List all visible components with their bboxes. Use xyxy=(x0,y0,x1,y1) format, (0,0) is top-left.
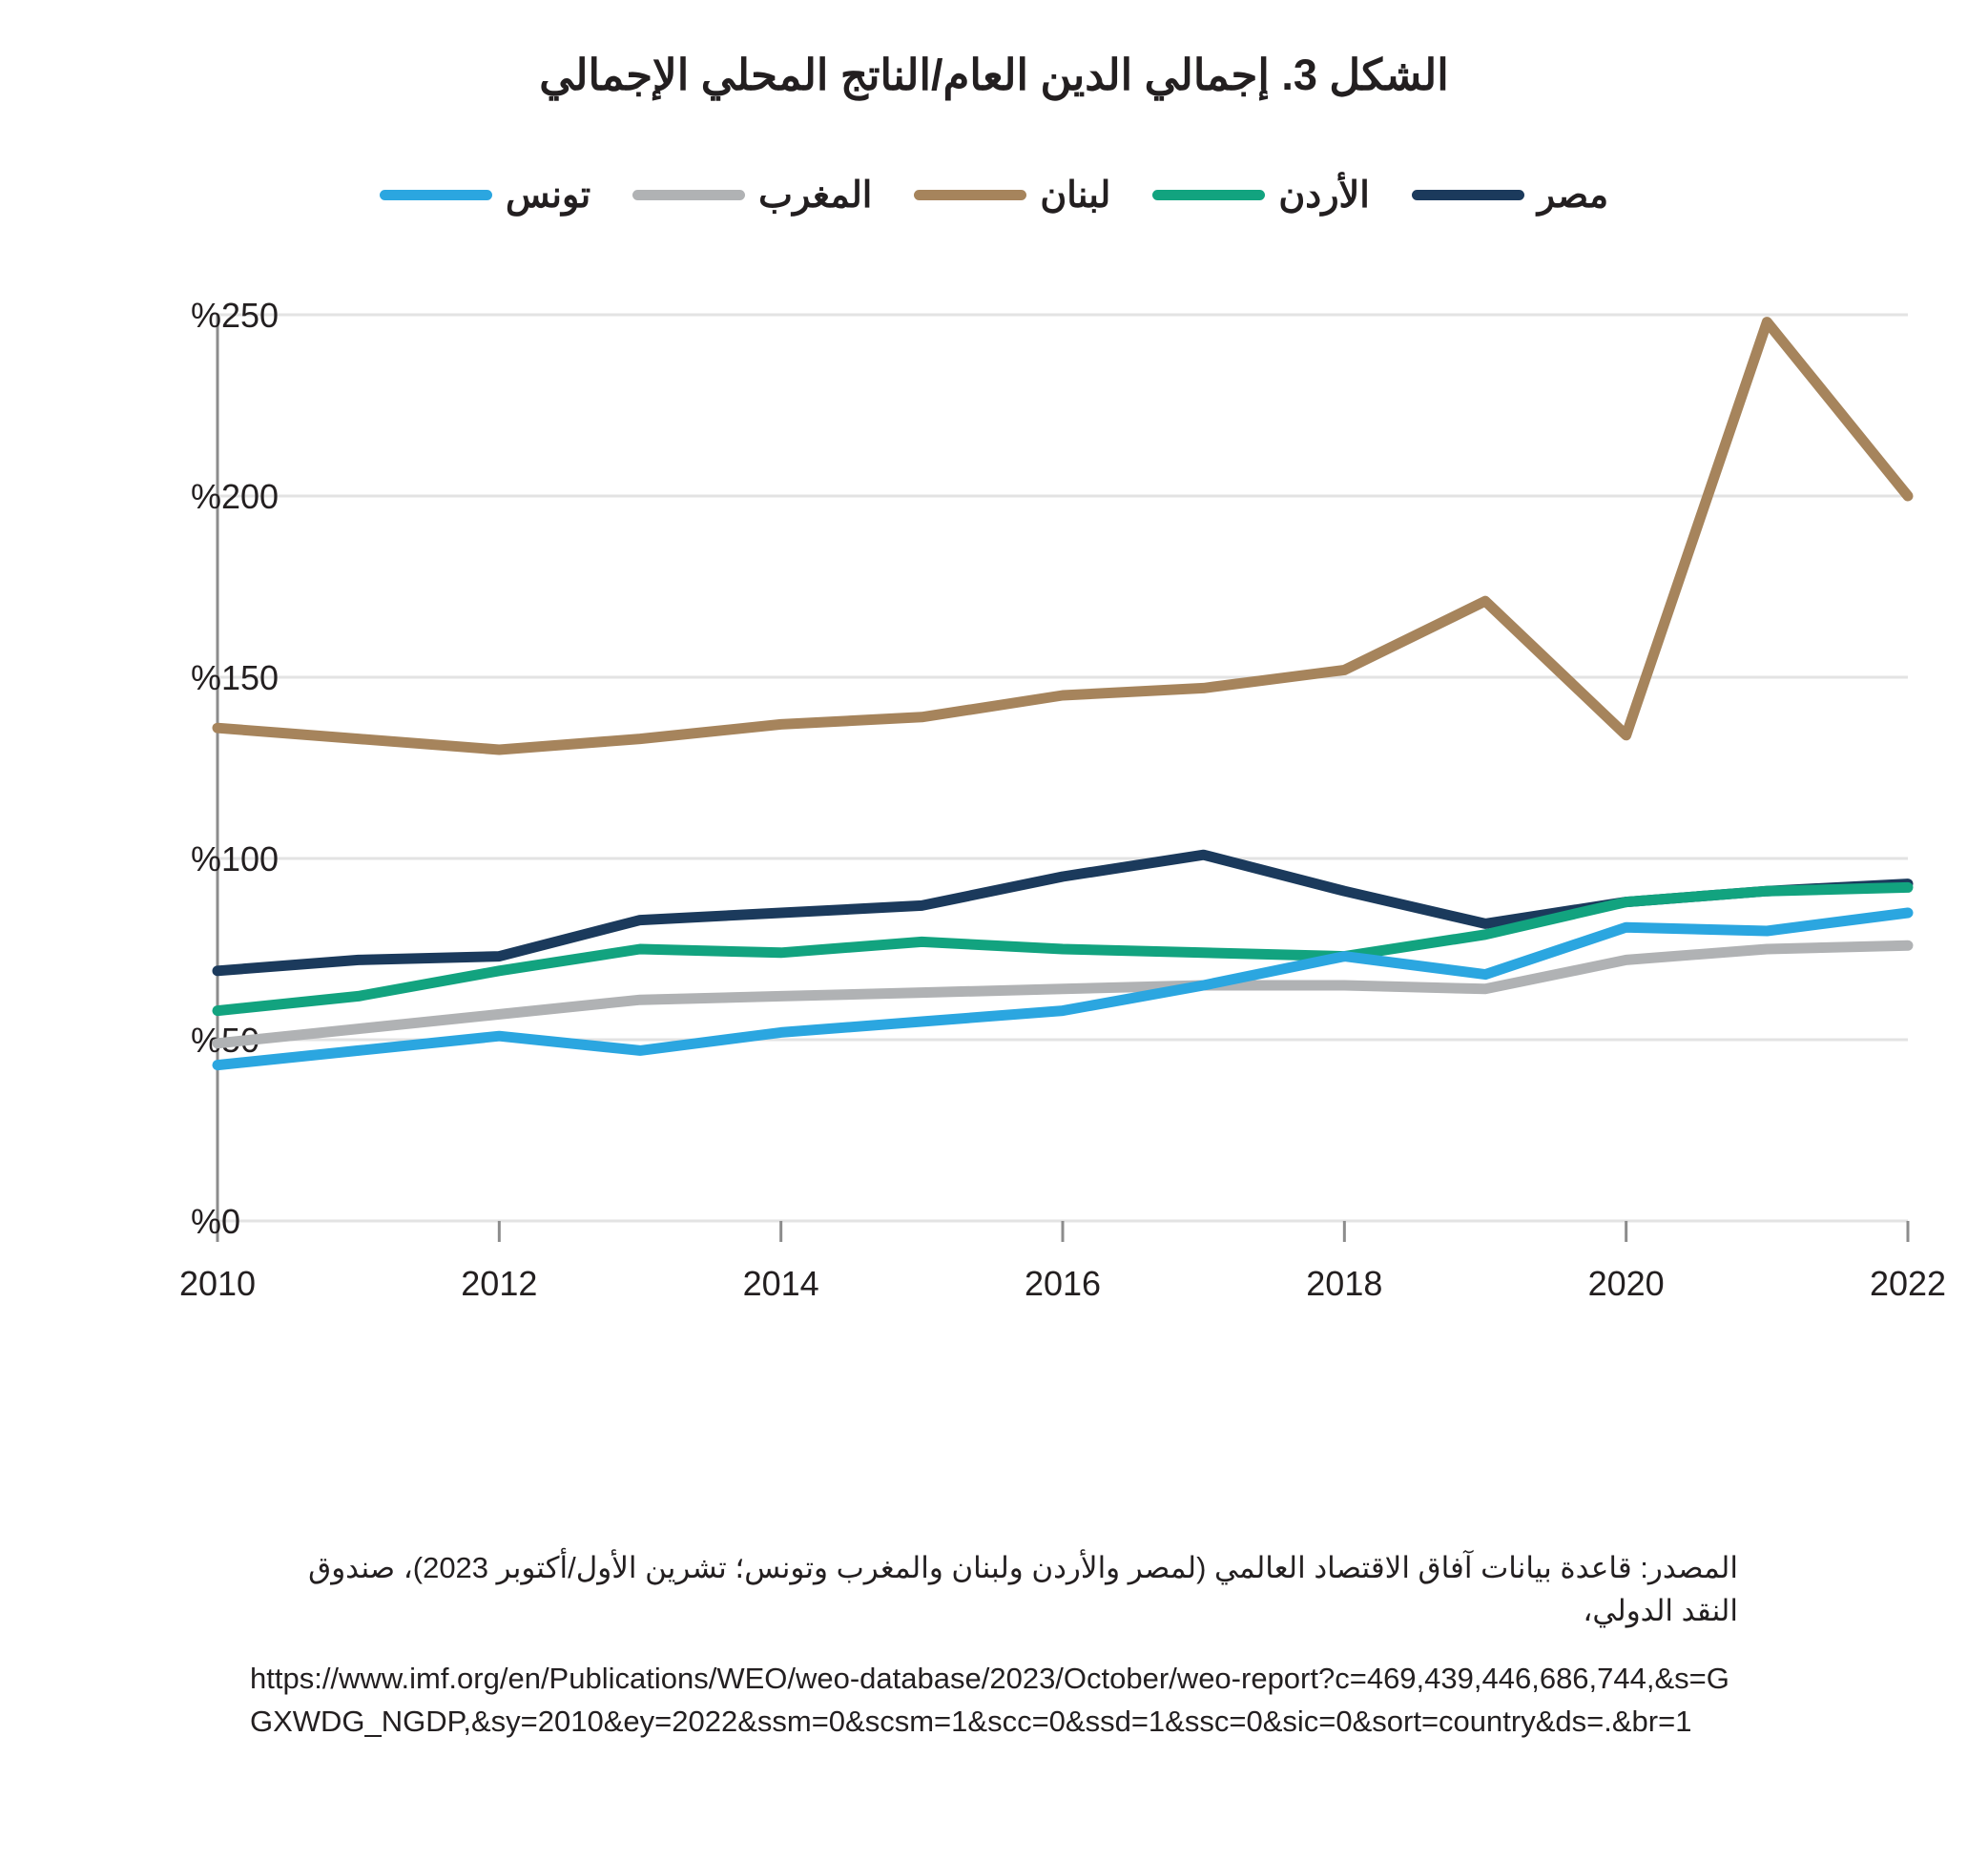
chart-x-axis-labels xyxy=(179,1264,1946,1303)
series-line xyxy=(217,322,1908,750)
legend-item-jordan[interactable] xyxy=(1152,174,1369,217)
legend-label-egypt: مصر xyxy=(1537,176,1609,216)
source-note xyxy=(250,1547,1738,1744)
source-note-url: https://www.imf.org/en/Publications/WEO/weo-database/2023/October/weo-report?c=469,439,446,686,744,&s=GGXWDG_NGDP,&sy=2010&ey=2022&ssm=0&scsm=1&scc=0&ssd=1&ssc=0&sic=0&sort=country&ds=.&br=1 xyxy=(250,1661,1729,1738)
legend-label-lebanon: لبنان xyxy=(1040,176,1111,216)
chart-gridlines xyxy=(217,315,1908,1242)
svg-text:2016: 2016 xyxy=(1024,1264,1102,1303)
chart-plot-area xyxy=(0,267,1988,1440)
legend-label-jordan: الأردن xyxy=(1278,176,1370,216)
svg-text:%150: %150 xyxy=(191,658,280,697)
legend-item-morocco[interactable] xyxy=(632,174,872,217)
svg-text:%200: %200 xyxy=(191,477,280,516)
line-chart xyxy=(0,267,1988,1440)
svg-text:%100: %100 xyxy=(191,839,280,878)
page-title: الشكل 3. إجمالي الدين العام/الناتج المحلي الإجمالي xyxy=(539,51,1449,99)
legend-swatch-tunisia xyxy=(380,190,492,200)
source-note-text: المصدر: قاعدة بيانات آفاق الاقتصاد العالمي (لمصر والأردن ولبنان والمغرب وتونس؛ تشرين الأول/أكتوبر 2023)، صندوق النقد الدولي، xyxy=(308,1551,1738,1627)
legend-swatch-morocco xyxy=(632,190,745,200)
legend-item-egypt[interactable] xyxy=(1412,174,1608,217)
svg-text:2014: 2014 xyxy=(742,1264,819,1303)
legend-item-tunisia[interactable] xyxy=(380,174,590,217)
legend-label-tunisia: تونس xyxy=(505,176,591,216)
svg-text:2018: 2018 xyxy=(1306,1264,1383,1303)
chart-series-lines xyxy=(217,322,1908,1065)
legend-label-morocco: المغرب xyxy=(758,176,873,216)
legend-item-lebanon[interactable] xyxy=(914,174,1110,217)
svg-text:%250: %250 xyxy=(191,296,280,335)
svg-text:%0: %0 xyxy=(191,1202,241,1241)
svg-text:2010: 2010 xyxy=(178,1264,257,1303)
legend-swatch-lebanon xyxy=(914,190,1026,200)
chart-y-axis-labels xyxy=(191,296,279,1241)
svg-text:2020: 2020 xyxy=(1587,1264,1665,1303)
chart-legend xyxy=(0,174,1988,217)
svg-text:2022: 2022 xyxy=(1869,1264,1947,1303)
svg-text:2012: 2012 xyxy=(461,1264,538,1303)
svg-text:%50: %50 xyxy=(191,1021,260,1060)
legend-swatch-jordan xyxy=(1152,190,1265,200)
legend-swatch-egypt xyxy=(1412,190,1524,200)
